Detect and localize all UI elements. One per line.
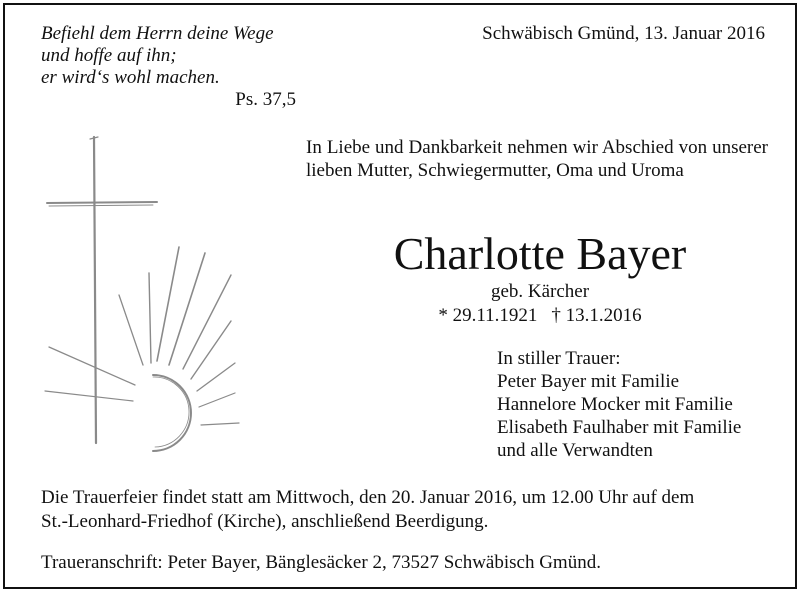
verse-line: er wird‘s wohl machen. (41, 67, 220, 88)
mourner-line: Hannelore Mocker mit Familie (497, 394, 733, 415)
verse-line: Befiehl dem Herrn deine Wege (41, 23, 274, 44)
verse-reference: Ps. 37,5 (235, 89, 296, 110)
verse-line: und hoffe auf ihn; (41, 45, 177, 66)
ceremony-line: Die Trauerfeier findet statt am Mittwoch, den 20. Januar 2016, um 12.00 Uhr auf dem (41, 487, 695, 508)
ceremony-line: St.-Leonhard-Friedhof (Kirche), anschließend Beerdigung. (41, 511, 489, 532)
mourners-heading: In stiller Trauer: (497, 348, 621, 369)
mourner-line: und alle Verwandten (497, 440, 653, 461)
cross-and-rising-sun-icon (35, 125, 245, 455)
birth-name: geb. Kärcher (490, 281, 590, 302)
birth-date: * 29.11.1921 (438, 305, 538, 326)
bible-verse (41, 23, 311, 111)
funeral-ceremony-info (41, 486, 771, 534)
obituary-notice (3, 3, 797, 589)
mourner-line: Peter Bayer mit Familie (497, 371, 680, 392)
intro-text: In Liebe und Dankbarkeit nehmen wir Abschied von unserer lieben Mutter, Schwiegermutter, Oma und Uroma (306, 137, 768, 181)
mourners-list (497, 347, 777, 462)
life-dates (345, 305, 735, 327)
deceased-name: Charlotte Bayer (393, 228, 687, 279)
death-date: † 13.1.2016 (551, 305, 642, 326)
place-and-date: Schwäbisch Gmünd, 13. Januar 2016 (482, 23, 765, 44)
mourning-address: Traueranschrift: Peter Bayer, Bänglesäcker 2, 73527 Schwäbisch Gmünd. (41, 552, 601, 573)
mourner-line: Elisabeth Faulhaber mit Familie (497, 417, 742, 438)
